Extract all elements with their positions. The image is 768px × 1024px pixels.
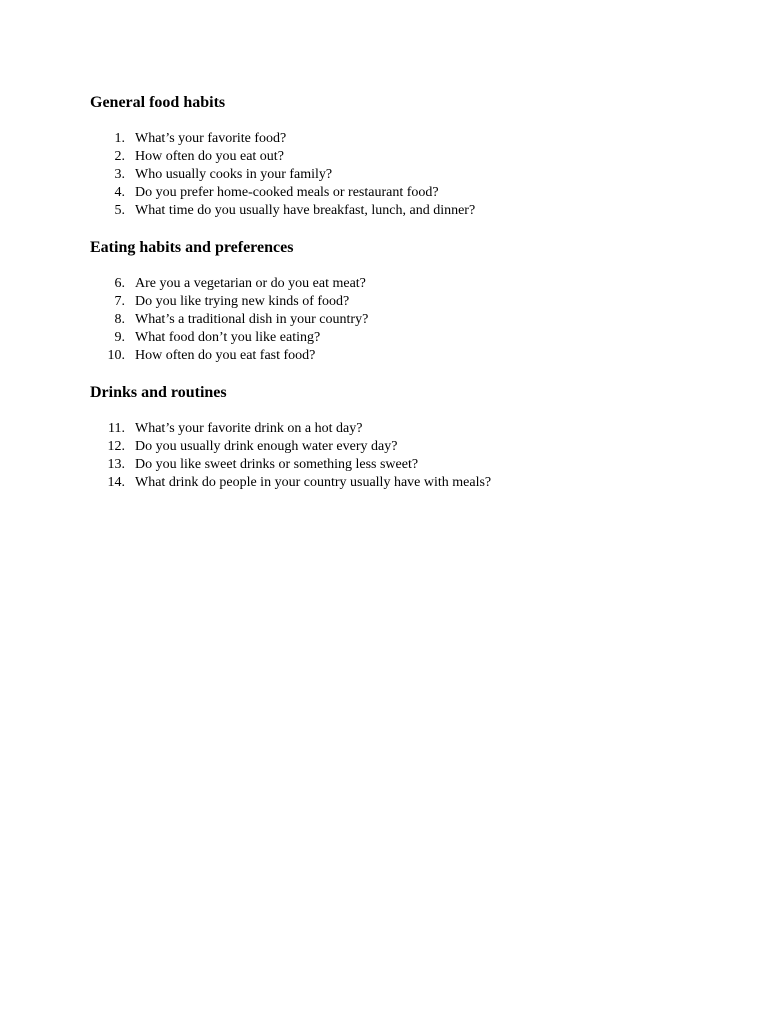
list-item [90,438,690,456]
list-item-number: 9. [114,330,125,345]
question-list [90,275,690,365]
section-heading: Eating habits and preferences [90,239,294,256]
list-item-number: 6. [114,276,125,291]
list-item-number: 14. [107,475,125,490]
list-item-text: What food don’t you like eating? [135,330,321,345]
list-item [90,293,690,311]
list-item-number: 13. [107,457,125,472]
list-item-number: 11. [108,421,125,436]
list-item-text: What drink do people in your country usually have with meals? [135,475,492,490]
question-list [90,130,690,220]
list-item [90,311,690,329]
list-item [90,130,690,148]
list-item [90,456,690,474]
document-content [90,93,690,510]
list-item-number: 10. [107,348,125,363]
list-item-text: What’s a traditional dish in your country? [135,312,369,327]
list-item [90,347,690,365]
list-item-number: 7. [114,294,125,309]
list-item-text: Do you like sweet drinks or something less sweet? [135,457,419,472]
section-heading: Drinks and routines [90,384,227,401]
list-item-text: What time do you usually have breakfast, lunch, and dinner? [135,203,476,218]
list-item-text: Do you usually drink enough water every day? [135,439,398,454]
list-item [90,329,690,347]
list-item-number: 2. [114,149,125,164]
list-item [90,148,690,166]
list-item-number: 5. [114,203,125,218]
list-item-text: Are you a vegetarian or do you eat meat? [135,276,366,291]
list-item-text: Do you like trying new kinds of food? [135,294,350,309]
list-item-text: How often do you eat out? [135,149,284,164]
list-item [90,420,690,438]
list-item-number: 1. [114,131,125,146]
list-item [90,275,690,293]
list-item [90,474,690,492]
list-item-number: 12. [107,439,125,454]
section-heading: General food habits [90,94,226,111]
list-item-text: How often do you eat fast food? [135,348,316,363]
list-item-number: 3. [114,167,125,182]
list-item-text: Who usually cooks in your family? [135,167,333,182]
list-item-text: What’s your favorite drink on a hot day? [135,421,363,436]
list-item-text: What’s your favorite food? [135,131,287,146]
list-item-number: 8. [114,312,125,327]
question-list [90,420,690,492]
list-item [90,184,690,202]
list-item-number: 4. [114,185,125,200]
list-item-text: Do you prefer home-cooked meals or restaurant food? [135,185,439,200]
list-item [90,202,690,220]
list-item [90,166,690,184]
